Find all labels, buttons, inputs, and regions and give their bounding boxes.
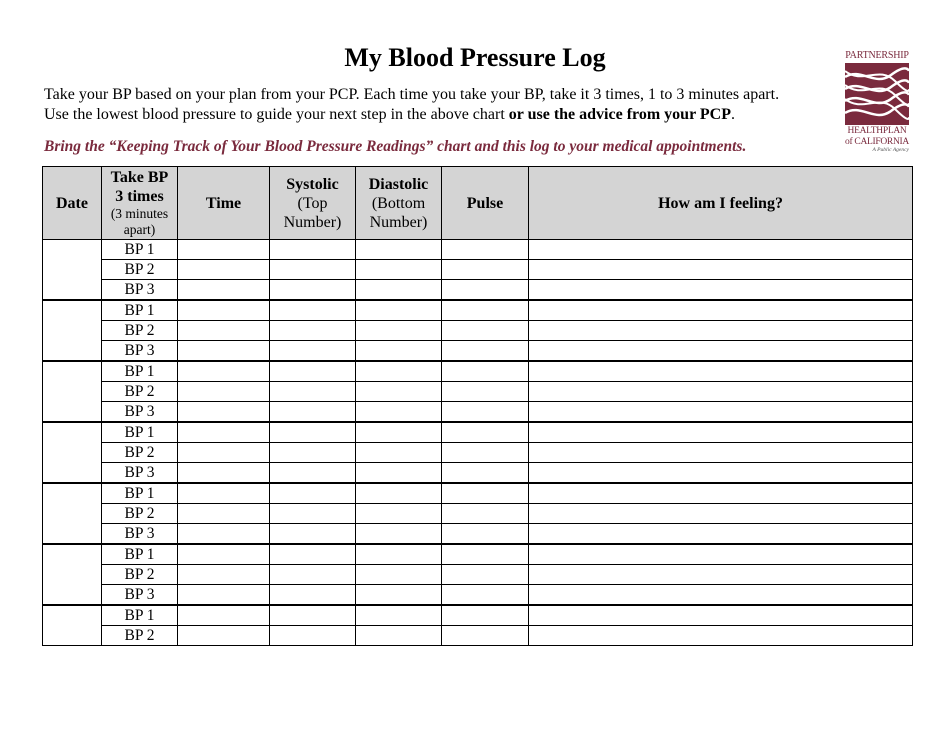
table-row xyxy=(43,240,913,260)
table-row xyxy=(43,463,913,484)
intro-line-2-end: . xyxy=(730,106,735,123)
table-row xyxy=(43,361,913,382)
pulse-cell[interactable] xyxy=(442,504,529,524)
header-systolic xyxy=(270,167,356,240)
diastolic-cell[interactable] xyxy=(356,361,442,382)
table-row xyxy=(43,300,913,321)
blood-pressure-log-table xyxy=(42,166,913,646)
pulse-cell[interactable] xyxy=(442,463,529,484)
time-cell[interactable] xyxy=(178,463,270,484)
systolic-cell[interactable] xyxy=(270,240,356,260)
feeling-cell[interactable] xyxy=(529,483,913,504)
bp-reading-label: BP 2 xyxy=(102,626,178,646)
table-row xyxy=(43,483,913,504)
time-cell[interactable] xyxy=(178,585,270,606)
logo-top-text: PARTNERSHIP xyxy=(845,50,909,61)
bp-reading-label: BP 3 xyxy=(102,585,178,606)
pulse-cell[interactable] xyxy=(442,361,529,382)
bp-reading-label: BP 2 xyxy=(102,504,178,524)
feeling-cell[interactable] xyxy=(529,585,913,606)
feeling-cell[interactable] xyxy=(529,260,913,280)
systolic-cell[interactable] xyxy=(270,422,356,443)
diastolic-cell[interactable] xyxy=(356,565,442,585)
diastolic-cell[interactable] xyxy=(356,321,442,341)
time-cell[interactable] xyxy=(178,260,270,280)
header-date: Date xyxy=(43,167,102,240)
table-row xyxy=(43,422,913,443)
header-diastolic-label: Diastolic xyxy=(368,175,429,193)
feeling-cell[interactable] xyxy=(529,361,913,382)
feeling-cell[interactable] xyxy=(529,443,913,463)
systolic-cell[interactable] xyxy=(270,585,356,606)
diastolic-cell[interactable] xyxy=(356,443,442,463)
time-cell[interactable] xyxy=(178,565,270,585)
appointment-note: Bring the “Keeping Track of Your Blood Pressure Readings” chart and this log to your medical appointments. xyxy=(44,138,747,155)
header-systolic-label: Systolic xyxy=(286,175,339,193)
systolic-cell[interactable] xyxy=(270,280,356,301)
table-row xyxy=(43,260,913,280)
time-cell[interactable] xyxy=(178,483,270,504)
intro-line-1: Take your BP based on your plan from your PCP. Each time you take your BP, take it 3 times, 1 to 3 minutes apart. xyxy=(44,86,780,103)
bp-reading-label: BP 2 xyxy=(102,565,178,585)
systolic-cell[interactable] xyxy=(270,382,356,402)
pulse-cell[interactable] xyxy=(442,524,529,545)
table-row xyxy=(43,544,913,565)
header-systolic-sub1: (Top xyxy=(297,194,328,212)
header-take-bp-line3: (3 minutes apart) xyxy=(110,206,169,237)
bp-reading-label: BP 3 xyxy=(102,524,178,545)
feeling-cell[interactable] xyxy=(529,321,913,341)
bp-reading-label: BP 2 xyxy=(102,321,178,341)
page-title: My Blood Pressure Log xyxy=(344,43,606,72)
time-cell[interactable] xyxy=(178,443,270,463)
feeling-cell[interactable] xyxy=(529,402,913,423)
diastolic-cell[interactable] xyxy=(356,341,442,362)
intro-line-2 xyxy=(44,105,834,125)
diastolic-cell[interactable] xyxy=(356,382,442,402)
date-cell[interactable] xyxy=(43,240,102,301)
feeling-cell[interactable] xyxy=(529,524,913,545)
bp-reading-label: BP 1 xyxy=(102,300,178,321)
time-cell[interactable] xyxy=(178,240,270,260)
time-cell[interactable] xyxy=(178,321,270,341)
systolic-cell[interactable] xyxy=(270,524,356,545)
feeling-cell[interactable] xyxy=(529,605,913,626)
header-diastolic-sub1: (Bottom xyxy=(371,194,426,212)
table-row xyxy=(43,565,913,585)
table-row xyxy=(43,504,913,524)
feeling-cell[interactable] xyxy=(529,382,913,402)
pulse-cell[interactable] xyxy=(442,240,529,260)
pulse-cell[interactable] xyxy=(442,402,529,423)
partnership-healthplan-logo xyxy=(841,50,913,162)
systolic-cell[interactable] xyxy=(270,341,356,362)
header-take-bp xyxy=(102,167,178,240)
logo-bottom-text: of CALIFORNIA xyxy=(845,137,909,147)
time-cell[interactable] xyxy=(178,341,270,362)
logo-middle-text: HEALTHPLAN xyxy=(847,126,907,136)
pulse-cell[interactable] xyxy=(442,483,529,504)
feeling-cell[interactable] xyxy=(529,422,913,443)
pulse-cell[interactable] xyxy=(442,626,529,646)
date-cell[interactable] xyxy=(43,605,102,646)
date-cell[interactable] xyxy=(43,544,102,605)
pulse-cell[interactable] xyxy=(442,260,529,280)
diastolic-cell[interactable] xyxy=(356,605,442,626)
table-row xyxy=(43,321,913,341)
diastolic-cell[interactable] xyxy=(356,504,442,524)
pulse-cell[interactable] xyxy=(442,443,529,463)
diastolic-cell[interactable] xyxy=(356,300,442,321)
log-body xyxy=(43,240,913,646)
systolic-cell[interactable] xyxy=(270,504,356,524)
diastolic-cell[interactable] xyxy=(356,524,442,545)
pulse-cell[interactable] xyxy=(442,341,529,362)
time-cell[interactable] xyxy=(178,402,270,423)
systolic-cell[interactable] xyxy=(270,463,356,484)
diastolic-cell[interactable] xyxy=(356,280,442,301)
feeling-cell[interactable] xyxy=(529,463,913,484)
diastolic-cell[interactable] xyxy=(356,585,442,606)
systolic-cell[interactable] xyxy=(270,402,356,423)
header-time: Time xyxy=(178,167,270,240)
bp-reading-label: BP 1 xyxy=(102,605,178,626)
systolic-cell[interactable] xyxy=(270,565,356,585)
systolic-cell[interactable] xyxy=(270,300,356,321)
feeling-cell[interactable] xyxy=(529,280,913,301)
logo-emblem-icon xyxy=(845,63,909,125)
bp-reading-label: BP 3 xyxy=(102,341,178,362)
header-take-bp-line1: Take BP xyxy=(110,169,169,186)
header-feeling: How am I feeling? xyxy=(529,167,913,240)
bp-reading-label: BP 3 xyxy=(102,402,178,423)
time-cell[interactable] xyxy=(178,504,270,524)
pulse-cell[interactable] xyxy=(442,585,529,606)
feeling-cell[interactable] xyxy=(529,300,913,321)
bp-reading-label: BP 1 xyxy=(102,483,178,504)
diastolic-cell[interactable] xyxy=(356,260,442,280)
time-cell[interactable] xyxy=(178,280,270,301)
pulse-cell[interactable] xyxy=(442,565,529,585)
feeling-cell[interactable] xyxy=(529,544,913,565)
diastolic-cell[interactable] xyxy=(356,626,442,646)
diastolic-cell[interactable] xyxy=(356,422,442,443)
table-row xyxy=(43,626,913,646)
table-row xyxy=(43,585,913,606)
pulse-cell[interactable] xyxy=(442,321,529,341)
time-cell[interactable] xyxy=(178,300,270,321)
bp-reading-label: BP 1 xyxy=(102,422,178,443)
systolic-cell[interactable] xyxy=(270,260,356,280)
header-pulse: Pulse xyxy=(442,167,529,240)
time-cell[interactable] xyxy=(178,626,270,646)
diastolic-cell[interactable] xyxy=(356,463,442,484)
feeling-cell[interactable] xyxy=(529,240,913,260)
bp-reading-label: BP 3 xyxy=(102,463,178,484)
pulse-cell[interactable] xyxy=(442,544,529,565)
table-row xyxy=(43,402,913,423)
feeling-cell[interactable] xyxy=(529,341,913,362)
bp-reading-label: BP 1 xyxy=(102,240,178,260)
diastolic-cell[interactable] xyxy=(356,402,442,423)
header-diastolic xyxy=(356,167,442,240)
diastolic-cell[interactable] xyxy=(356,483,442,504)
time-cell[interactable] xyxy=(178,382,270,402)
table-row xyxy=(43,341,913,362)
header-diastolic-sub2: Number) xyxy=(369,213,428,231)
bp-reading-label: BP 2 xyxy=(102,443,178,463)
date-cell[interactable] xyxy=(43,422,102,483)
pulse-cell[interactable] xyxy=(442,280,529,301)
time-cell[interactable] xyxy=(178,544,270,565)
systolic-cell[interactable] xyxy=(270,321,356,341)
diastolic-cell[interactable] xyxy=(356,240,442,260)
systolic-cell[interactable] xyxy=(270,605,356,626)
time-cell[interactable] xyxy=(178,361,270,382)
pulse-cell[interactable] xyxy=(442,422,529,443)
time-cell[interactable] xyxy=(178,422,270,443)
systolic-cell[interactable] xyxy=(270,361,356,382)
pulse-cell[interactable] xyxy=(442,300,529,321)
header-take-bp-line2: 3 times xyxy=(115,188,164,205)
header-systolic-sub2: Number) xyxy=(283,213,342,231)
bp-reading-label: BP 3 xyxy=(102,280,178,301)
date-cell[interactable] xyxy=(43,483,102,544)
systolic-cell[interactable] xyxy=(270,483,356,504)
logo-sub-text: A Public Agency xyxy=(872,147,909,153)
table-row xyxy=(43,280,913,301)
table-row xyxy=(43,443,913,463)
intro-text xyxy=(44,85,834,125)
systolic-cell[interactable] xyxy=(270,544,356,565)
feeling-cell[interactable] xyxy=(529,626,913,646)
bp-reading-label: BP 1 xyxy=(102,544,178,565)
date-cell[interactable] xyxy=(43,300,102,361)
diastolic-cell[interactable] xyxy=(356,544,442,565)
feeling-cell[interactable] xyxy=(529,565,913,585)
bp-reading-label: BP 2 xyxy=(102,260,178,280)
bp-reading-label: BP 2 xyxy=(102,382,178,402)
feeling-cell[interactable] xyxy=(529,504,913,524)
time-cell[interactable] xyxy=(178,524,270,545)
pulse-cell[interactable] xyxy=(442,382,529,402)
intro-line-2-bold: or use the advice from your PCP xyxy=(508,106,731,123)
time-cell[interactable] xyxy=(178,605,270,626)
date-cell[interactable] xyxy=(43,361,102,422)
table-row xyxy=(43,524,913,545)
table-row xyxy=(43,382,913,402)
systolic-cell[interactable] xyxy=(270,626,356,646)
bp-reading-label: BP 1 xyxy=(102,361,178,382)
table-row xyxy=(43,605,913,626)
pulse-cell[interactable] xyxy=(442,605,529,626)
table-header-row xyxy=(43,167,913,240)
intro-line-2-start: Use the lowest blood pressure to guide your next step in the above chart xyxy=(44,106,509,123)
systolic-cell[interactable] xyxy=(270,443,356,463)
